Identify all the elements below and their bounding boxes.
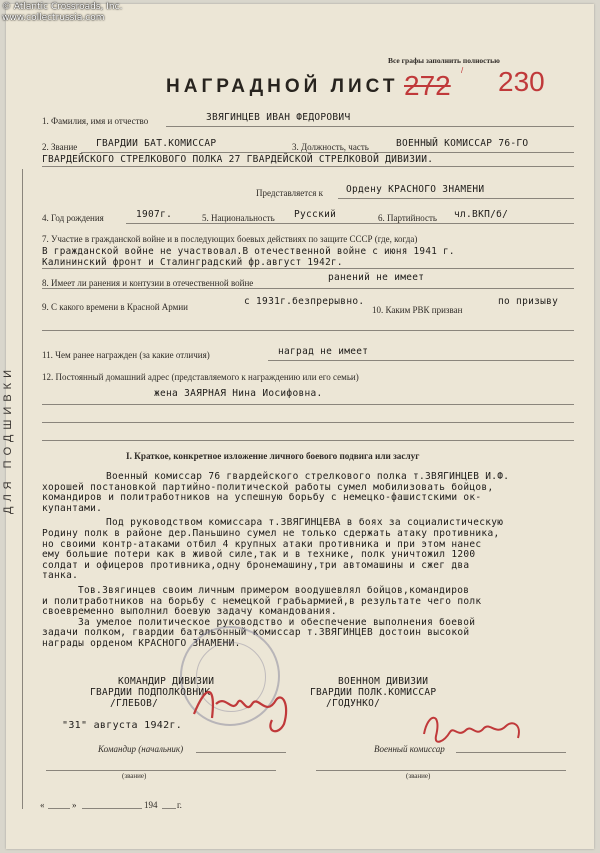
rule (42, 404, 574, 405)
commissar-rank-caption: (звание) (406, 772, 431, 780)
field-prior-awards-value: наград не имеет (278, 346, 369, 357)
merit-line: танка. (42, 570, 79, 582)
merit-line: задачи полком, гвардии батальонный комиссар т.ЗВЯГИНЦЕВ достоин высокой (42, 627, 470, 639)
merit-line: командиров и политработников на успешную борьбу с немецко-фашистскими ок- (42, 492, 482, 504)
field-wounds-value: ранений не имеет (328, 272, 425, 283)
merit-line: и политработников на борьбу с немецкой грабьармией,в результате чего полк (42, 595, 482, 607)
commander-caption: Командир (начальник) (98, 744, 184, 754)
rule (42, 288, 574, 289)
rule (46, 770, 276, 771)
binding-margin-line (22, 169, 23, 809)
merit-line: ему большие потери как в живой силе,так и в технике, полк уничтожил 1200 (42, 549, 476, 561)
field-wounds-label: 8. Имеет ли ранения и контузии в отечественной войне (42, 278, 254, 288)
section-heading: I. Краткое, конкретное изложение личного боевого подвига или заслуг (126, 451, 420, 461)
watermark-line: © Atlantic Crossroads, Inc. (2, 2, 123, 12)
rule (42, 166, 574, 167)
field-name-value: ЗВЯГИНЦЕВ ИВАН ФЕДОРОВИЧ (206, 112, 351, 123)
binding-side-text: ДЛЯ ПОДШИВКИ (2, 365, 14, 514)
commissar-caption: Военный комиссар (374, 744, 445, 754)
field-position-value-1: ВОЕННЫЙ КОМИССАР 76-ГО (396, 138, 529, 149)
merit-line: хорошей постановкой партийно-политической работы сумел мобилизовать бойцов, (42, 481, 494, 493)
merit-line: награды орденом КРАСНОГО ЗНАМЕНИ. (42, 637, 241, 649)
date-quote-close: » (72, 800, 77, 810)
field-nationality-value: Русский (294, 209, 337, 220)
commander-rank: ГВАРДИИ ПОДПОЛКОВНИК (90, 687, 211, 698)
rule (42, 330, 574, 331)
date-quote-open: « (40, 800, 45, 810)
commissar-name: /ГОДУНКО/ (326, 698, 381, 709)
rule (81, 152, 574, 153)
signing-date: "31" августа 1942г. (62, 720, 183, 731)
rule (268, 360, 574, 361)
field-army-since-value: с 1931г.безпрерывно. (244, 296, 365, 307)
sheet-number: 230 (498, 66, 545, 97)
merit-line: Тов.Звягинцев своим личным примером воодушевлял бойцов,командиров (78, 584, 470, 596)
field-position-label: 3. Должность, часть (292, 142, 369, 152)
year-suffix: г. (177, 800, 182, 810)
award-sheet (2, 4, 594, 849)
rule (126, 223, 574, 224)
field-position-value-2: ГВАРДЕЙСКОГО СТРЕЛКОВОГО ПОЛКА 27 ГВАРДЕЙСКОЙ СТРЕЛКОВОЙ ДИВИЗИИ. (42, 154, 434, 165)
merit-line: но своими контр-атаками отбил 4 крупных атаки противника и при этом нанес (42, 538, 482, 550)
rule (48, 808, 70, 809)
header-note: Все графы заполнить полностью (388, 56, 500, 65)
page-title: НАГРАДНОЙ ЛИСТ (166, 76, 399, 97)
field-army-since-label: 9. С какого времени в Красной Армии (42, 302, 188, 312)
commissar-rank: ГВАРДИИ ПОЛК.КОМИССАР (310, 687, 437, 698)
merit-line: Военный комиссар 76 гвардейского стрелкового полка т.ЗВЯГИНЦЕВ И.Ф. (106, 471, 510, 482)
field-rvk-value: по призыву (498, 296, 559, 307)
merit-line: За умелое политическое руководство и обеспечение выполнения боевой (78, 616, 476, 628)
field-party-label: 6. Партийность (378, 213, 438, 223)
rule (316, 770, 566, 771)
field-civil-war-value-2: Калининский фронт и Сталинградский фр.август 1942г. (42, 257, 343, 268)
merit-line: купантами. (42, 502, 103, 514)
year-prefix: 194 (144, 800, 158, 810)
field-address-value: жена ЗАЯРНАЯ Нина Иосифовна. (154, 388, 323, 399)
watermark (2, 2, 122, 24)
commander-name: /ГЛЕБОВ/ (110, 698, 159, 709)
field-rank-label: 2. Звание (42, 142, 78, 152)
field-rvk-label: 10. Каким РВК призван (372, 305, 463, 315)
field-nationality-label: 5. Национальность (202, 213, 275, 223)
rule (162, 808, 176, 809)
field-address-label: 12. Постоянный домашний адрес (представляемого к награждению или его семьи) (42, 372, 359, 382)
merit-description (42, 472, 509, 650)
merit-line: солдат и офицеров противника,одну бронемашину,три автомашины и сжег два (42, 559, 470, 571)
struck-number: 272 (404, 70, 451, 101)
rule (42, 422, 574, 423)
presented-value: Ордену КРАСНОГО ЗНАМЕНИ (346, 184, 485, 195)
field-name-label: 1. Фамилия, имя и отчество (42, 116, 149, 126)
watermark-line: www.collectrussia.com (2, 13, 105, 23)
merit-line: своевременно выполнил боевую задачу командования. (42, 606, 337, 618)
commander-rank-caption: (звание) (122, 772, 147, 780)
merit-line: Под руководством комиссара т.ЗВЯГИНЦЕВА в боях за социалистическую (106, 517, 504, 529)
rule (166, 126, 574, 127)
commander-title: КОМАНДИР ДИВИЗИИ (118, 676, 215, 687)
field-rank-value: ГВАРДИИ БАТ.КОМИССАР (96, 138, 217, 149)
rule (338, 198, 574, 199)
commissar-title: ВОЕННОМ ДИВИЗИИ (338, 676, 429, 687)
field-party-value: чл.ВКП/б/ (454, 209, 509, 220)
number-slash: / (461, 66, 464, 75)
field-civil-war-label: 7. Участие в гражданской войне и в последующих боевых действиях по защите СССР (где, когда) (42, 234, 418, 244)
rule (42, 268, 574, 269)
rule (82, 808, 142, 809)
commander-signature (186, 674, 306, 744)
presented-label: Представляется к (256, 188, 324, 198)
field-prior-awards-label: 11. Чем ранее награжден (за какие отличия) (42, 350, 210, 360)
merit-line: Родину полк в районе дер.Паньшино сумел не только сдержать атаку противника, (42, 527, 500, 539)
field-birth-year-value: 1907г. (136, 209, 173, 220)
rule (456, 752, 566, 753)
field-birth-year-label: 4. Год рождения (42, 213, 104, 223)
field-civil-war-value-1: В гражданской войне не участвовал.В отечественной войне с июня 1941 г. (42, 246, 455, 257)
rule (196, 752, 286, 753)
rule (42, 440, 574, 441)
